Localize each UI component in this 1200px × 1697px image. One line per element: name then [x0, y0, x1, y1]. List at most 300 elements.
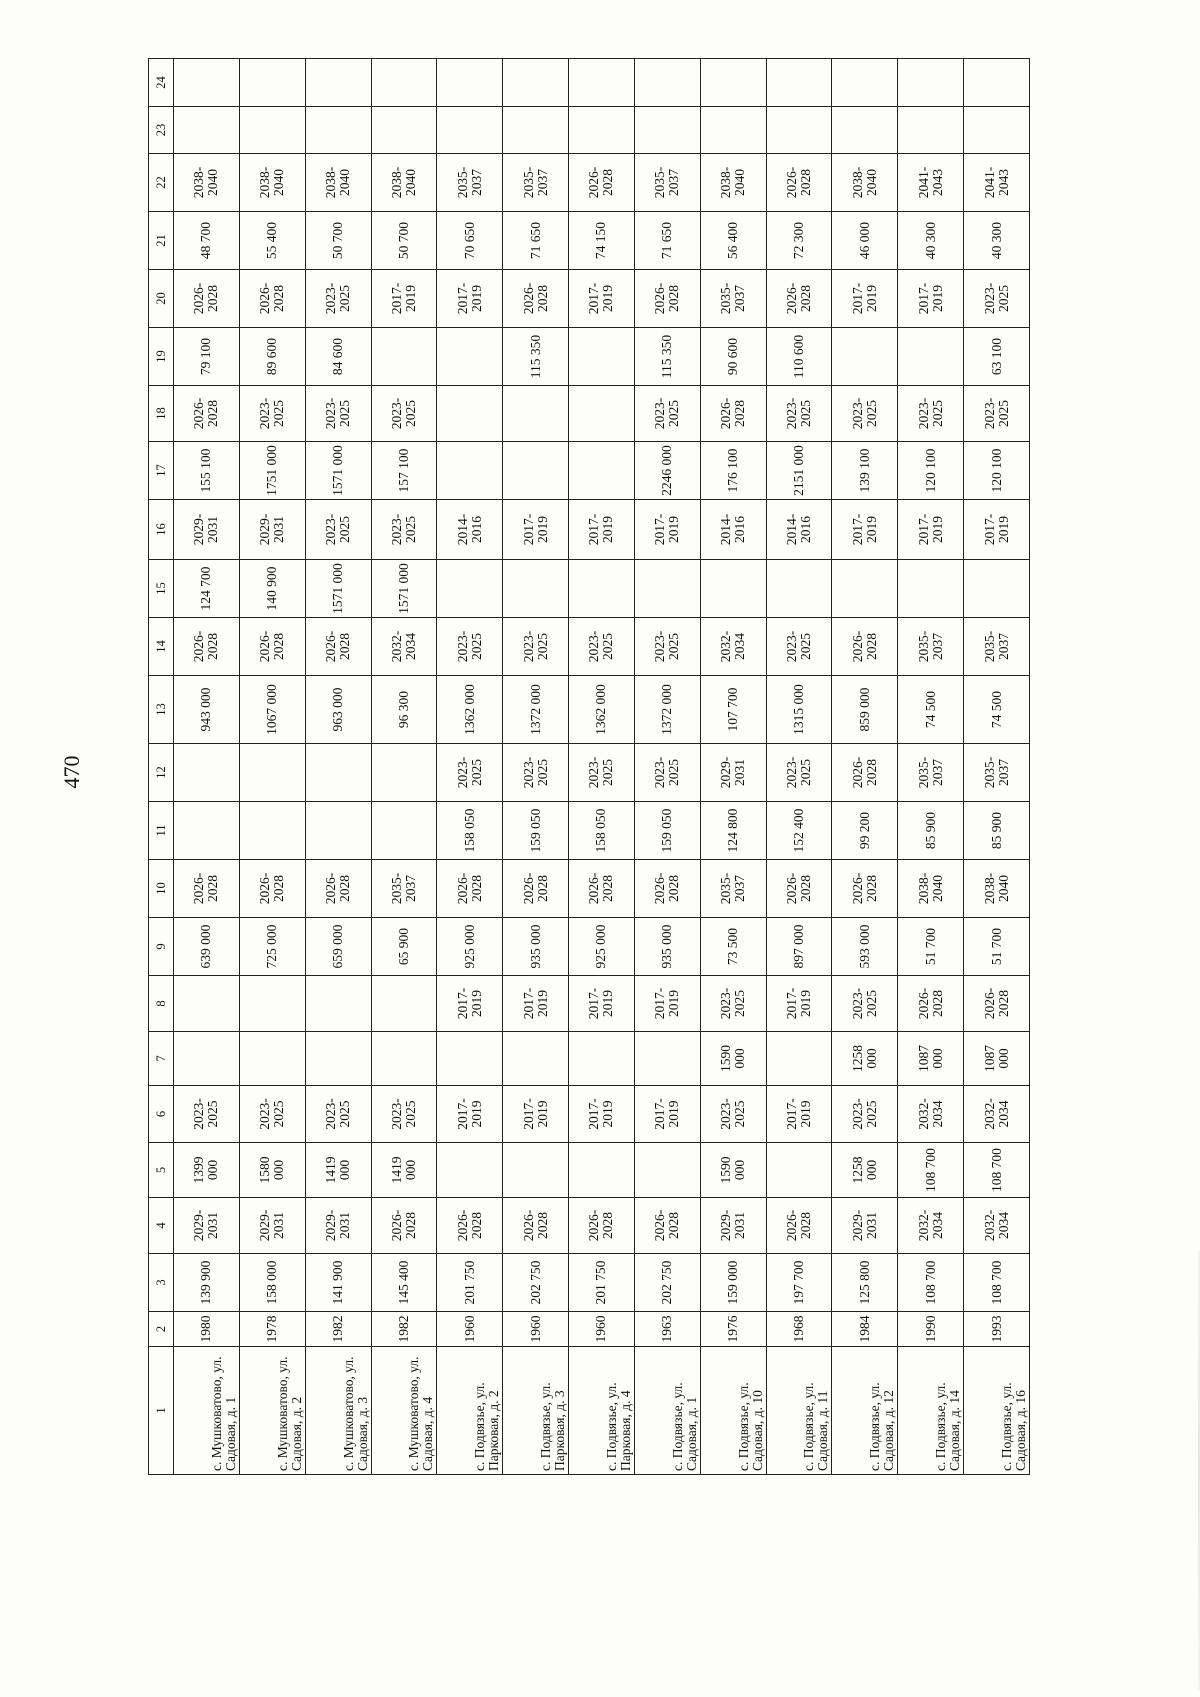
- table-cell: 2023-2025: [174, 1086, 240, 1143]
- table-cell: 2017-2019: [437, 976, 503, 1032]
- table-cell: [898, 59, 964, 107]
- table-cell: 943 000: [174, 676, 240, 744]
- table-cell: 2023-2025: [700, 1086, 766, 1143]
- data-table: [148, 58, 1030, 1475]
- table-cell: 2026-2028: [766, 1198, 832, 1254]
- table-cell: [437, 442, 503, 500]
- table-cell: 1963: [634, 1312, 700, 1347]
- table-cell: 2026-2028: [503, 270, 569, 328]
- table-cell: 50 700: [305, 212, 371, 270]
- table-cell: 1976: [700, 1312, 766, 1347]
- table-cell: 1580 000: [239, 1143, 305, 1198]
- table-cell: 2026-2028: [239, 618, 305, 676]
- table-cell: [305, 107, 371, 154]
- column-header: 5: [149, 1143, 174, 1198]
- table-cell: 2029-2031: [305, 1198, 371, 1254]
- table-cell: 176 100: [700, 442, 766, 500]
- table-cell: 925 000: [437, 918, 503, 976]
- table-cell: 1590 000: [700, 1032, 766, 1086]
- address-cell: с. Подвязье, ул. Садовая, д. 14: [898, 1347, 964, 1475]
- table-cell: 2017-2019: [766, 1086, 832, 1143]
- table-cell: [700, 560, 766, 618]
- table-cell: 2038-2040: [964, 860, 1030, 918]
- address-cell: с. Мушковатово, ул. Садовая, д. 3: [305, 1347, 371, 1475]
- table-cell: [766, 560, 832, 618]
- address-cell: с. Подвязье, ул. Парковая, д. 3: [503, 1347, 569, 1475]
- table-cell: 2026-2028: [634, 270, 700, 328]
- address-cell: с. Подвязье, ул. Садовая, д. 10: [700, 1347, 766, 1475]
- table-cell: 158 050: [569, 802, 635, 860]
- column-header: 11: [149, 802, 174, 860]
- table-cell: 2023-2025: [371, 1086, 437, 1143]
- table-cell: 2026-2028: [305, 860, 371, 918]
- table-cell: 56 400: [700, 212, 766, 270]
- table-cell: [437, 107, 503, 154]
- table-cell: 108 700: [964, 1143, 1030, 1198]
- column-header: 8: [149, 976, 174, 1032]
- table-cell: 2026-2028: [766, 270, 832, 328]
- table-cell: 2035-2037: [700, 270, 766, 328]
- table-cell: 2026-2028: [174, 860, 240, 918]
- column-header: 6: [149, 1086, 174, 1143]
- table-cell: [569, 386, 635, 442]
- table-cell: 2023-2025: [832, 976, 898, 1032]
- column-header: 9: [149, 918, 174, 976]
- table-cell: 108 700: [898, 1143, 964, 1198]
- table-cell: 2026-2028: [569, 860, 635, 918]
- column-header: 2: [149, 1312, 174, 1347]
- table-cell: 1984: [832, 1312, 898, 1347]
- column-header: 12: [149, 744, 174, 802]
- table-cell: 74 500: [964, 676, 1030, 744]
- table-cell: 124 700: [174, 560, 240, 618]
- table-cell: 155 100: [174, 442, 240, 500]
- table-cell: [634, 59, 700, 107]
- table-cell: 1590 000: [700, 1143, 766, 1198]
- table-cell: 74 500: [898, 676, 964, 744]
- table-cell: [371, 744, 437, 802]
- table-cell: 2038-2040: [305, 154, 371, 212]
- address-cell: с. Подвязье, ул. Парковая, д. 4: [569, 1347, 635, 1475]
- table-cell: 2023-2025: [305, 270, 371, 328]
- table-cell: 2032-2034: [964, 1086, 1030, 1143]
- table-cell: 1571 000: [371, 560, 437, 618]
- table-cell: 2023-2025: [569, 618, 635, 676]
- table-cell: 2023-2025: [239, 386, 305, 442]
- table-cell: 2023-2025: [766, 386, 832, 442]
- table-cell: 55 400: [239, 212, 305, 270]
- table-cell: [503, 1143, 569, 1198]
- table-cell: 2023-2025: [634, 744, 700, 802]
- table-cell: [569, 1143, 635, 1198]
- table-cell: 2026-2028: [503, 1198, 569, 1254]
- table-cell: [503, 442, 569, 500]
- table-cell: 1087 000: [964, 1032, 1030, 1086]
- table-cell: 201 750: [437, 1254, 503, 1312]
- table-cell: [569, 107, 635, 154]
- table-cell: 2017-2019: [503, 500, 569, 560]
- address-cell: с. Подвязье, ул. Садовая, д. 16: [964, 1347, 1030, 1475]
- table-cell: 108 700: [964, 1254, 1030, 1312]
- table-cell: 2017-2019: [569, 1086, 635, 1143]
- table-cell: 1315 000: [766, 676, 832, 744]
- table-cell: 1362 000: [569, 676, 635, 744]
- table-cell: 2026-2028: [964, 976, 1030, 1032]
- table-cell: [174, 744, 240, 802]
- table-cell: 2041-2043: [898, 154, 964, 212]
- table-cell: 2014-2016: [700, 500, 766, 560]
- table-cell: [371, 1032, 437, 1086]
- table-cell: 202 750: [503, 1254, 569, 1312]
- table-cell: [239, 107, 305, 154]
- table-cell: 71 650: [634, 212, 700, 270]
- table-cell: 107 700: [700, 676, 766, 744]
- table-cell: 2026-2028: [832, 860, 898, 918]
- table-cell: 158 050: [437, 802, 503, 860]
- table-cell: [766, 1143, 832, 1198]
- table-cell: 2026-2028: [503, 860, 569, 918]
- table-cell: 2038-2040: [832, 154, 898, 212]
- table-cell: 159 000: [700, 1254, 766, 1312]
- table-cell: 2026-2028: [634, 1198, 700, 1254]
- table-cell: 2026-2028: [239, 270, 305, 328]
- table-cell: 141 900: [305, 1254, 371, 1312]
- table-cell: 2017-2019: [569, 500, 635, 560]
- table-cell: 1362 000: [437, 676, 503, 744]
- table-cell: 2023-2025: [964, 270, 1030, 328]
- table-cell: [634, 560, 700, 618]
- table-cell: [634, 1143, 700, 1198]
- table-cell: [766, 107, 832, 154]
- table-cell: 120 100: [898, 442, 964, 500]
- column-header: 15: [149, 560, 174, 618]
- table-cell: 2032-2034: [700, 618, 766, 676]
- table-cell: [832, 59, 898, 107]
- column-header: 24: [149, 59, 174, 107]
- column-header: 7: [149, 1032, 174, 1086]
- column-header: 14: [149, 618, 174, 676]
- table-cell: [700, 107, 766, 154]
- table-cell: [239, 802, 305, 860]
- table-cell: 2035-2037: [700, 860, 766, 918]
- table-cell: 51 700: [964, 918, 1030, 976]
- table-row: [898, 59, 964, 1475]
- table-row: [964, 59, 1030, 1475]
- table-cell: 125 800: [832, 1254, 898, 1312]
- table-cell: [503, 386, 569, 442]
- table-cell: [305, 744, 371, 802]
- table-cell: 935 000: [634, 918, 700, 976]
- table-cell: 2026-2028: [371, 1198, 437, 1254]
- table-row: [503, 59, 569, 1475]
- table-cell: 1571 000: [305, 442, 371, 500]
- table-cell: 2035-2037: [898, 618, 964, 676]
- column-header: 21: [149, 212, 174, 270]
- table-cell: [898, 560, 964, 618]
- table-cell: 2017-2019: [503, 1086, 569, 1143]
- table-cell: 2026-2028: [634, 860, 700, 918]
- table-cell: 202 750: [634, 1254, 700, 1312]
- table-cell: 2246 000: [634, 442, 700, 500]
- table-cell: 115 350: [503, 328, 569, 386]
- column-header: 3: [149, 1254, 174, 1312]
- table-cell: 2017-2019: [634, 1086, 700, 1143]
- table-cell: 2035-2037: [964, 618, 1030, 676]
- table-cell: [371, 802, 437, 860]
- table-cell: 2032-2034: [964, 1198, 1030, 1254]
- address-cell: с. Мушковатово, ул. Садовая, д. 2: [239, 1347, 305, 1475]
- table-cell: 2026-2028: [700, 386, 766, 442]
- table-row: [766, 59, 832, 1475]
- table-cell: 2017-2019: [569, 270, 635, 328]
- table-cell: 50 700: [371, 212, 437, 270]
- table-cell: 2026-2028: [832, 618, 898, 676]
- table-cell: 2038-2040: [700, 154, 766, 212]
- table-cell: 40 300: [964, 212, 1030, 270]
- rotated-table-wrapper: [148, 76, 1030, 1475]
- table-cell: [371, 107, 437, 154]
- table-cell: [174, 976, 240, 1032]
- table-row: [832, 59, 898, 1475]
- table-cell: 2026-2028: [766, 154, 832, 212]
- address-cell: с. Подвязье, ул. Парковая, д. 2: [437, 1347, 503, 1475]
- page-number: 470: [59, 755, 84, 789]
- table-cell: 74 150: [569, 212, 635, 270]
- column-header: 13: [149, 676, 174, 744]
- table-cell: 124 800: [700, 802, 766, 860]
- table-cell: 139 100: [832, 442, 898, 500]
- table-cell: [371, 328, 437, 386]
- table-cell: 2035-2037: [437, 154, 503, 212]
- table-cell: 2026-2028: [305, 618, 371, 676]
- table-cell: 2038-2040: [174, 154, 240, 212]
- table-cell: 859 000: [832, 676, 898, 744]
- table-cell: 2026-2028: [832, 744, 898, 802]
- column-header: 23: [149, 107, 174, 154]
- table-cell: 73 500: [700, 918, 766, 976]
- table-cell: 925 000: [569, 918, 635, 976]
- table-cell: 84 600: [305, 328, 371, 386]
- table-cell: 639 000: [174, 918, 240, 976]
- table-cell: [569, 59, 635, 107]
- column-header: 17: [149, 442, 174, 500]
- table-cell: 1960: [569, 1312, 635, 1347]
- table-cell: 201 750: [569, 1254, 635, 1312]
- table-cell: 963 000: [305, 676, 371, 744]
- table-cell: 159 050: [503, 802, 569, 860]
- table-cell: 2023-2025: [766, 618, 832, 676]
- column-header: 1: [149, 1347, 174, 1475]
- table-cell: 1960: [437, 1312, 503, 1347]
- table-cell: 2029-2031: [239, 1198, 305, 1254]
- table-cell: 2026-2028: [174, 270, 240, 328]
- table-cell: [634, 107, 700, 154]
- table-cell: 139 900: [174, 1254, 240, 1312]
- table-cell: 1087 000: [898, 1032, 964, 1086]
- table-cell: 2029-2031: [239, 500, 305, 560]
- table-cell: 1968: [766, 1312, 832, 1347]
- table-row: [437, 59, 503, 1475]
- table-cell: 65 900: [371, 918, 437, 976]
- table-cell: 2017-2019: [898, 270, 964, 328]
- table-cell: [437, 1143, 503, 1198]
- table-cell: [305, 802, 371, 860]
- table-cell: 2017-2019: [437, 1086, 503, 1143]
- address-cell: с. Подвязье, ул. Садовая, д. 12: [832, 1347, 898, 1475]
- table-cell: 159 050: [634, 802, 700, 860]
- table-cell: 2038-2040: [371, 154, 437, 212]
- table-cell: 2026-2028: [174, 618, 240, 676]
- table-cell: 2029-2031: [174, 1198, 240, 1254]
- address-cell: с. Подвязье, ул. Садовая, д. 11: [766, 1347, 832, 1475]
- table-cell: 2017-2019: [437, 270, 503, 328]
- table-cell: 2017-2019: [832, 270, 898, 328]
- table-cell: 2023-2025: [239, 1086, 305, 1143]
- table-cell: 2035-2037: [634, 154, 700, 212]
- table-cell: [239, 1032, 305, 1086]
- table-cell: 48 700: [174, 212, 240, 270]
- table-cell: [569, 1032, 635, 1086]
- table-cell: 1982: [371, 1312, 437, 1347]
- table-cell: [503, 59, 569, 107]
- table-cell: [503, 1032, 569, 1086]
- table-cell: [766, 59, 832, 107]
- table-cell: 2026-2028: [239, 860, 305, 918]
- table-cell: 2023-2025: [437, 744, 503, 802]
- table-cell: [437, 1032, 503, 1086]
- table-row: [371, 59, 437, 1475]
- table-cell: 140 900: [239, 560, 305, 618]
- table-cell: 2041-2043: [964, 154, 1030, 212]
- table-cell: 157 100: [371, 442, 437, 500]
- table-cell: 1982: [305, 1312, 371, 1347]
- column-header: 16: [149, 500, 174, 560]
- table-cell: [766, 1032, 832, 1086]
- table-cell: 2014-2016: [437, 500, 503, 560]
- table-cell: [437, 59, 503, 107]
- table-cell: 1067 000: [239, 676, 305, 744]
- table-cell: 71 650: [503, 212, 569, 270]
- table-cell: 2038-2040: [239, 154, 305, 212]
- table-cell: 2023-2025: [437, 618, 503, 676]
- table-cell: 158 000: [239, 1254, 305, 1312]
- table-cell: 108 700: [898, 1254, 964, 1312]
- table-cell: 2017-2019: [569, 976, 635, 1032]
- table-cell: 2014-2016: [766, 500, 832, 560]
- address-cell: с. Мушковатово, ул. Садовая, д. 4: [371, 1347, 437, 1475]
- table-cell: 85 900: [964, 802, 1030, 860]
- table-cell: 2029-2031: [700, 1198, 766, 1254]
- table-cell: [305, 59, 371, 107]
- table-cell: 1419 000: [371, 1143, 437, 1198]
- table-cell: 2029-2031: [832, 1198, 898, 1254]
- table-cell: 2023-2025: [569, 744, 635, 802]
- table-cell: 1372 000: [634, 676, 700, 744]
- table-cell: [305, 976, 371, 1032]
- table-cell: [437, 386, 503, 442]
- column-header: 18: [149, 386, 174, 442]
- address-cell: с. Мушковатово, ул. Садовая, д. 1: [174, 1347, 240, 1475]
- table-cell: 152 400: [766, 802, 832, 860]
- table-cell: 1978: [239, 1312, 305, 1347]
- table-cell: 2023-2025: [766, 744, 832, 802]
- table-cell: 1571 000: [305, 560, 371, 618]
- table-cell: 2023-2025: [371, 500, 437, 560]
- table-cell: 1258 000: [832, 1032, 898, 1086]
- table-cell: 2017-2019: [634, 976, 700, 1032]
- table-cell: 1399 000: [174, 1143, 240, 1198]
- table-cell: 1980: [174, 1312, 240, 1347]
- table-cell: [239, 976, 305, 1032]
- table-cell: 2026-2028: [898, 976, 964, 1032]
- table-cell: 2023-2025: [832, 1086, 898, 1143]
- table-cell: 593 000: [832, 918, 898, 976]
- table-cell: [437, 560, 503, 618]
- table-cell: 145 400: [371, 1254, 437, 1312]
- table-cell: [832, 560, 898, 618]
- table-body: [174, 59, 1030, 1475]
- table-row: [305, 59, 371, 1475]
- column-header: 4: [149, 1198, 174, 1254]
- table-cell: [239, 744, 305, 802]
- table-cell: [832, 328, 898, 386]
- table-row: [569, 59, 635, 1475]
- table-cell: [174, 59, 240, 107]
- table-cell: [174, 1032, 240, 1086]
- table-cell: 1419 000: [305, 1143, 371, 1198]
- table-cell: [569, 442, 635, 500]
- table-cell: 2032-2034: [898, 1198, 964, 1254]
- table-cell: [569, 560, 635, 618]
- table-cell: [503, 107, 569, 154]
- table-cell: 89 600: [239, 328, 305, 386]
- table-cell: 1372 000: [503, 676, 569, 744]
- header-row: [149, 59, 174, 1475]
- table-cell: 2026-2028: [437, 860, 503, 918]
- table-cell: 2023-2025: [305, 500, 371, 560]
- table-cell: 2023-2025: [371, 386, 437, 442]
- table-cell: 1751 000: [239, 442, 305, 500]
- table-cell: [174, 107, 240, 154]
- table-cell: 2017-2019: [503, 976, 569, 1032]
- table-cell: 2035-2037: [964, 744, 1030, 802]
- table-cell: 2023-2025: [305, 1086, 371, 1143]
- table-cell: [964, 107, 1030, 154]
- table-cell: 51 700: [898, 918, 964, 976]
- table-cell: 197 700: [766, 1254, 832, 1312]
- table-cell: 2026-2028: [437, 1198, 503, 1254]
- table-cell: 2023-2025: [832, 386, 898, 442]
- address-cell: с. Подвязье, ул. Садовая, д. 1: [634, 1347, 700, 1475]
- table-cell: 2029-2031: [700, 744, 766, 802]
- table-cell: 120 100: [964, 442, 1030, 500]
- table-cell: 1960: [503, 1312, 569, 1347]
- table-row: [700, 59, 766, 1475]
- table-cell: 2017-2019: [766, 976, 832, 1032]
- table-cell: 63 100: [964, 328, 1030, 386]
- table-cell: 99 200: [832, 802, 898, 860]
- table-cell: 2023-2025: [898, 386, 964, 442]
- table-cell: 72 300: [766, 212, 832, 270]
- table-cell: 897 000: [766, 918, 832, 976]
- table-cell: 2023-2025: [700, 976, 766, 1032]
- table-cell: 2032-2034: [371, 618, 437, 676]
- table-cell: 85 900: [898, 802, 964, 860]
- table-cell: 96 300: [371, 676, 437, 744]
- table-cell: [239, 59, 305, 107]
- table-cell: 935 000: [503, 918, 569, 976]
- table-cell: 40 300: [898, 212, 964, 270]
